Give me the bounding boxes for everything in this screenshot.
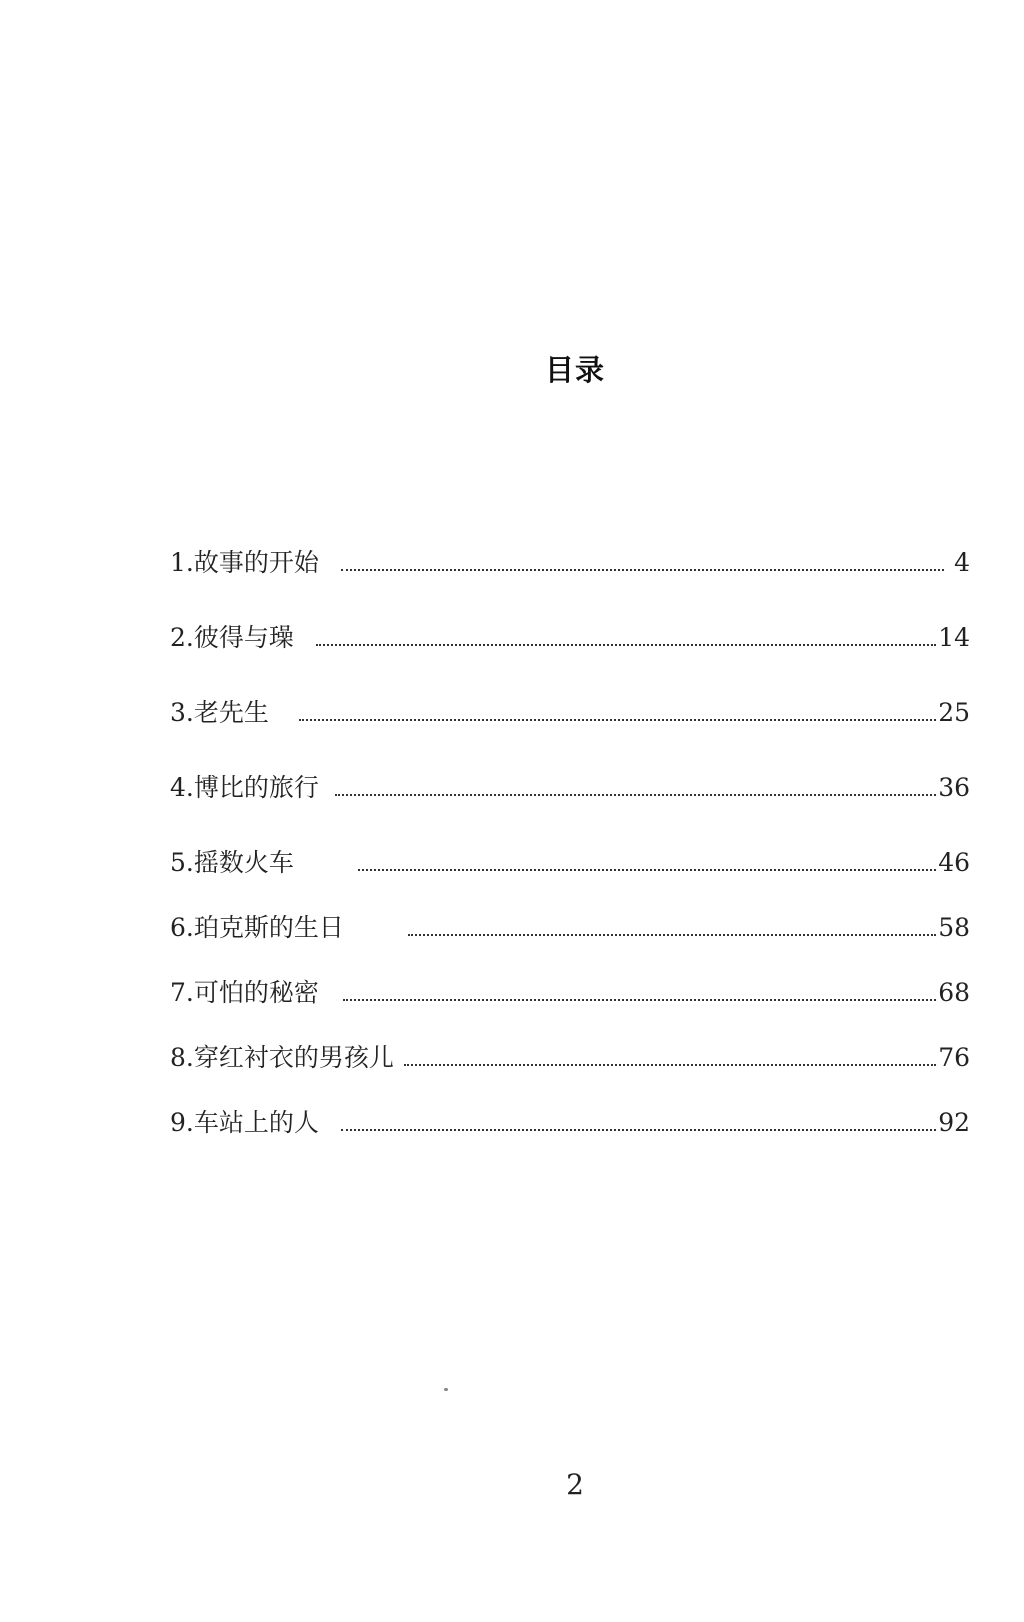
toc-entry xyxy=(170,623,970,653)
toc-entry-number: 6. xyxy=(170,913,194,942)
toc-entry-title: 车站上的人 xyxy=(193,1108,319,1137)
toc-entry-page: 68 xyxy=(938,978,970,1007)
toc-entry-number: 1. xyxy=(170,548,194,577)
toc-entry-title: 故事的开始 xyxy=(193,548,319,577)
toc-entry-title: 老先生 xyxy=(193,698,269,727)
scan-speck xyxy=(444,1388,448,1391)
toc-entry-page: 76 xyxy=(938,1043,970,1072)
toc-entry-page: 14 xyxy=(938,623,970,652)
toc-dot-leader xyxy=(343,998,936,1001)
toc-list xyxy=(170,548,970,1138)
toc-dot-leader xyxy=(335,793,936,796)
toc-entry xyxy=(170,1043,970,1073)
toc-entry xyxy=(170,698,970,728)
toc-dot-leader xyxy=(404,1063,936,1066)
toc-entry-title: 可怕的秘密 xyxy=(193,978,319,1007)
toc-dot-leader xyxy=(358,868,936,871)
toc-entry-number: 9. xyxy=(170,1108,194,1137)
toc-entry-number: 4. xyxy=(170,773,194,802)
toc-dot-leader xyxy=(299,718,936,721)
toc-entry-title: 彼得与璪 xyxy=(193,623,294,652)
toc-entry-title: 摇数火车 xyxy=(193,848,294,877)
toc-dot-leader xyxy=(341,1128,936,1131)
toc-entry-number: 3. xyxy=(170,698,194,727)
toc-dot-leader xyxy=(316,643,936,646)
toc-entry-page: 25 xyxy=(938,698,970,727)
toc-entry-title: 穿红衬衣的男孩儿 xyxy=(193,1043,394,1072)
toc-entry xyxy=(170,773,970,803)
toc-entry xyxy=(170,913,970,943)
toc-entry-number: 5. xyxy=(170,848,194,877)
toc-entry-page: 46 xyxy=(938,848,970,877)
toc-entry-title: 珀克斯的生日 xyxy=(193,913,344,942)
toc-dot-leader xyxy=(408,933,936,936)
toc-entry xyxy=(170,548,970,578)
toc-entry-page: 58 xyxy=(938,913,970,942)
page-number: 2 xyxy=(566,1468,584,1501)
toc-entry-page: 92 xyxy=(938,1108,970,1137)
toc-entry-page: 36 xyxy=(938,773,970,802)
toc-title: 目录 xyxy=(544,353,605,387)
toc-entry xyxy=(170,848,970,878)
toc-entry-number: 8. xyxy=(170,1043,194,1072)
toc-entry xyxy=(170,978,970,1008)
toc-dot-leader xyxy=(341,568,944,571)
toc-entry-number: 7. xyxy=(170,978,194,1007)
toc-entry xyxy=(170,1108,970,1138)
toc-entry-title: 博比的旅行 xyxy=(193,773,319,802)
toc-entry-page: 4 xyxy=(954,548,970,577)
toc-entry-number: 2. xyxy=(170,623,194,652)
